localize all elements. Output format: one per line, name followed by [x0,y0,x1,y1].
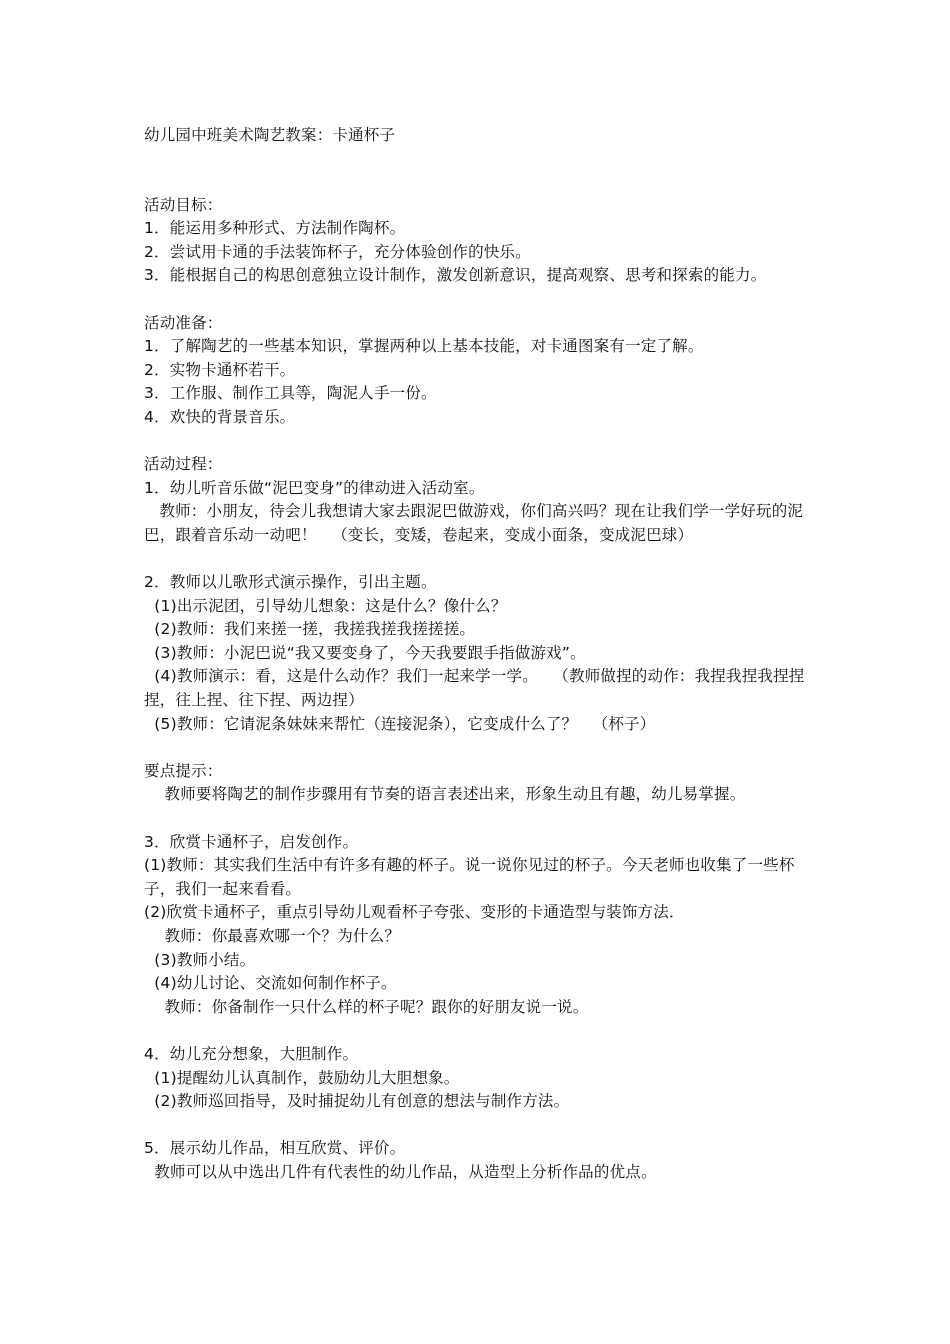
step2-item: (1)出示泥团，引导幼儿想象：这是什么？像什么？ [144,596,507,615]
step4-title: 4．幼儿充分想象，大胆制作。 [144,1044,359,1063]
step1-text: 教师：小朋友，待会儿我想请大家去跟泥巴做游戏，你们高兴吗？现在让我们学一学好玩的泥巴，跟着音乐动一动吧！ （变长，变矮，卷起来，变成小面条，变成泥巴球） [144,502,804,544]
step4-item: (1)提醒幼儿认真制作，鼓励幼儿大胆想象。 [144,1068,460,1087]
step3-item: 教师：你备制作一只什么样的杯子呢？跟你的好朋友说一说。 [144,997,589,1016]
step2-item: (4)教师演示：看，这是什么动作？我们一起来学一学。 （教师做捏的动作：我捏我捏我捏捏捏，往上捏、往下捏、两边捏） [144,667,805,710]
step3-item: (3)教师小结。 [144,950,256,969]
goal-item: 1．能运用多种形式、方法制作陶杯。 [144,219,406,238]
step3-item: (1)教师：其实我们生活中有许多有趣的杯子。说一说你见过的杯子。今天老师也收集了一些杯子，我们一起来看看。 [144,856,795,898]
step2-title: 2．教师以儿歌形式演示操作，引出主题。 [144,573,437,592]
goal-item: 3．能根据自己的构思创意独立设计制作，激发创新意识，提高观察、思考和探索的能力。 [144,266,767,285]
step4-item: (2)教师巡回指导，及时捕捉幼儿有创意的想法与制作方法。 [144,1092,570,1111]
tips-heading: 要点提示： [144,761,223,780]
step2-item: (3)教师：小泥巴说“我又要变身了，今天我要跟手指做游戏”。 [144,643,586,662]
prep-item: 4．欢快的背景音乐。 [144,407,296,426]
step2-item: (5)教师：它请泥条妹妹来帮忙（连接泥条），它变成什么了？ （杯子） [144,714,656,733]
goal-item: 2．尝试用卡通的手法装饰杯子，充分体验创作的快乐。 [144,242,531,261]
step1-title: 1．幼儿听音乐做“泥巴变身”的律动进入活动室。 [144,478,485,497]
prep-item: 1．了解陶艺的一些基本知识，掌握两种以上基本技能，对卡通图案有一定了解。 [144,337,704,356]
step3-title: 3．欣赏卡通杯子，启发创作。 [144,832,359,851]
prep-item: 2．实物卡通杯若干。 [144,360,296,379]
step5-text: 教师可以从中选出几件有代表性的幼儿作品，从造型上分析作品的优点。 [144,1162,657,1181]
step3-item: 教师：你最喜欢哪一个？为什么？ [144,927,401,945]
step3-item: (2)欣赏卡通杯子，重点引导幼儿观看杯子夸张、变形的卡通造型与装饰方法． [144,903,685,922]
step2-item: (2)教师：我们来搓一搓，我搓我搓我搓搓搓。 [144,620,476,639]
step5-title: 5．展示幼儿作品，相互欣赏、评价。 [144,1139,406,1158]
document-page [144,124,824,1185]
prep-heading: 活动准备： [144,313,223,332]
goals-heading: 活动目标： [144,195,223,214]
prep-item: 3．工作服、制作工具等，陶泥人手一份。 [144,384,437,403]
tips-text: 教师要将陶艺的制作步骤用有节奏的语言表述出来，形象生动且有趣，幼儿易掌握。 [144,785,746,804]
document-title: 幼儿园中班美术陶艺教案：卡通杯子 [144,126,396,144]
step3-item: (4)幼儿讨论、交流如何制作杯子。 [144,974,397,993]
process-heading: 活动过程： [144,455,223,474]
